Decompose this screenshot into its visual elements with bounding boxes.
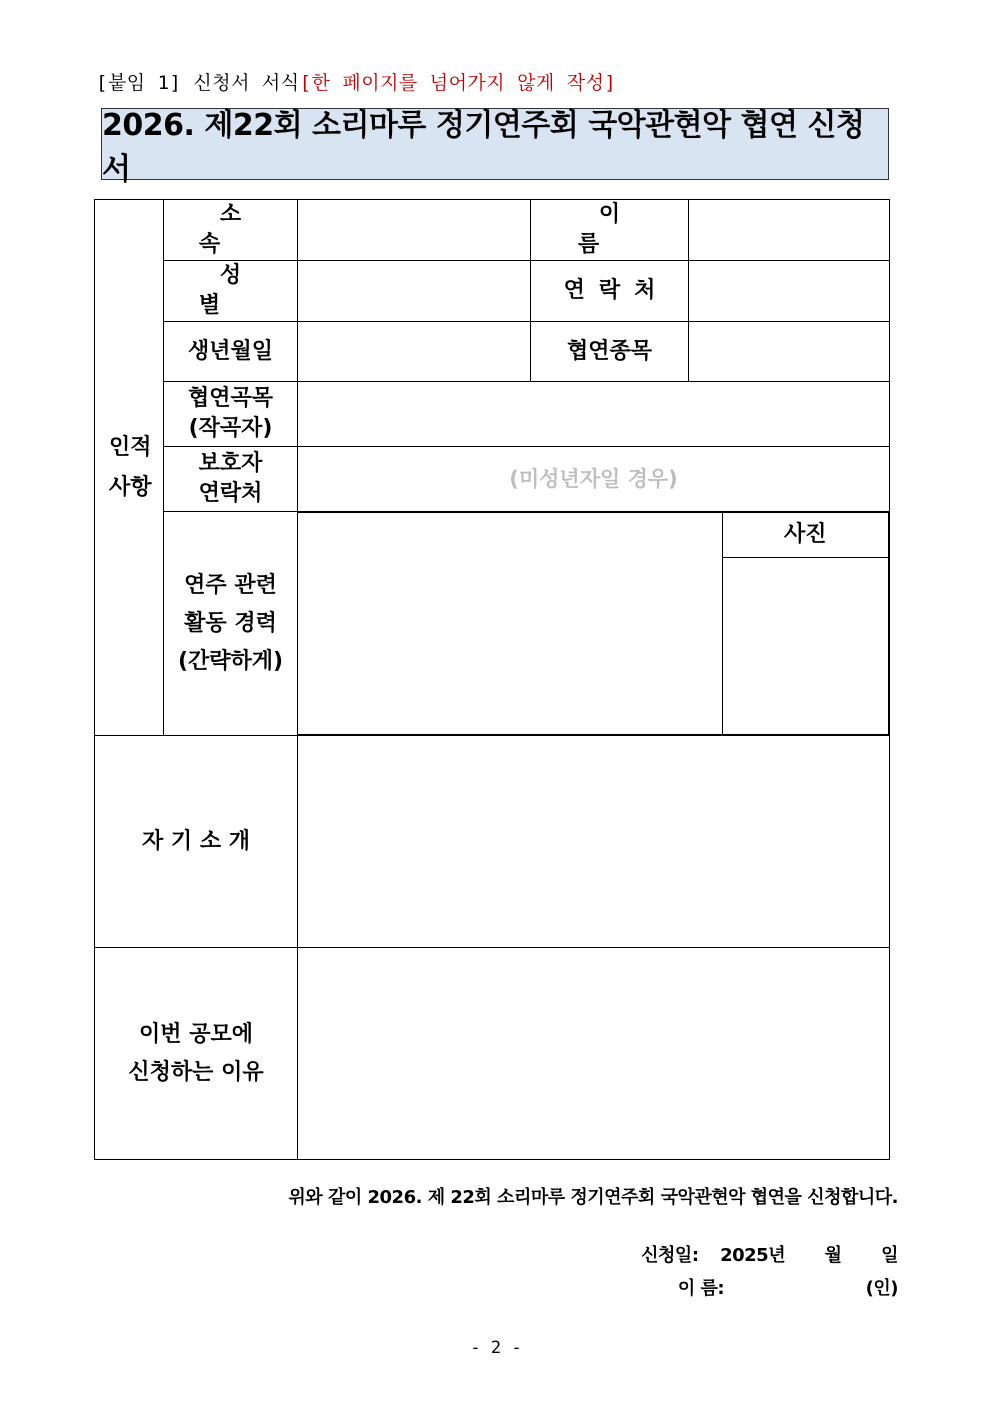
seal-mark: (인) (865, 1278, 898, 1299)
date-day: 일 (881, 1245, 898, 1266)
photo-field[interactable] (722, 558, 889, 735)
birthdate-label: 생년월일 (164, 322, 298, 382)
career-field[interactable] (298, 513, 722, 735)
personal-section-label: 인적 사항 (95, 200, 164, 736)
attachment-label: [붙임 1] 신청서 서식 (96, 72, 300, 94)
date-label: 신청일: (641, 1245, 699, 1266)
form-title (101, 108, 889, 187)
application-date-line (641, 1241, 898, 1267)
page-title: 2026. 제22회 소리마루 정기연주회 국악관현악 협연 신청서 (102, 108, 865, 187)
contact-label: 연락처 (531, 261, 689, 322)
piece-label: 협연곡목 (작곡자) (164, 382, 298, 447)
reason-label: 이번 공모에 신청하는 이유 (95, 948, 298, 1160)
application-form (94, 199, 890, 1160)
self-intro-field[interactable] (298, 736, 890, 948)
name-label: 이름 (531, 200, 689, 261)
instrument-label: 협연종목 (531, 322, 689, 382)
piece-field[interactable] (298, 382, 890, 447)
affiliation-label: 소속 (164, 200, 298, 261)
name-field[interactable] (689, 200, 890, 261)
page-number: - 2 - (470, 1338, 522, 1358)
gender-field[interactable] (298, 261, 531, 322)
date-month: 월 (824, 1245, 842, 1266)
photo-label: 사진 (722, 513, 889, 558)
date-year: 2025년 (720, 1245, 786, 1266)
birthdate-field[interactable] (298, 322, 531, 382)
attachment-heading (96, 68, 616, 95)
career-photo-cell (298, 512, 890, 736)
signature-name-label: 이 름: (677, 1278, 725, 1299)
self-intro-label: 자 기 소 개 (95, 736, 298, 948)
gender-label: 성별 (164, 261, 298, 322)
reason-field[interactable] (298, 948, 890, 1160)
guardian-hint: (미성년자일 경우) (509, 466, 678, 491)
attachment-note: [한 페이지를 넘어가지 않게 작성] (299, 72, 617, 94)
guardian-contact-field[interactable] (298, 447, 890, 512)
career-label: 연주 관련 활동 경력 (간략하게) (164, 512, 298, 736)
signature-line (678, 1274, 898, 1300)
affiliation-field[interactable] (298, 200, 531, 261)
guardian-contact-label: 보호자 연락처 (164, 447, 298, 512)
contact-field[interactable] (689, 261, 890, 322)
instrument-field[interactable] (689, 322, 890, 382)
application-statement: 위와 같이 2026. 제 22회 소리마루 정기연주회 국악관현악 협연을 신청합니다. (288, 1187, 898, 1208)
career-photo-layout (298, 512, 889, 735)
